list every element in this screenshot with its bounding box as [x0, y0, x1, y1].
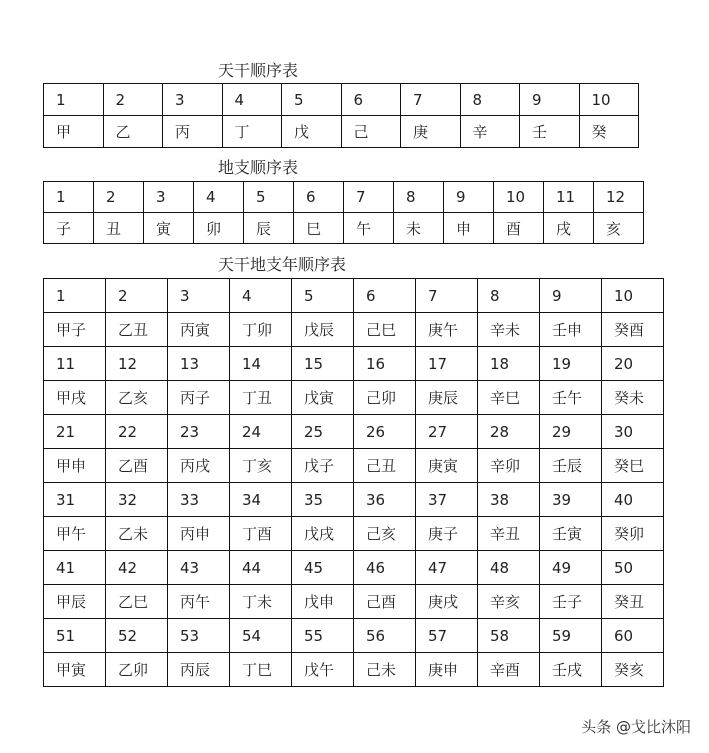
table-cell: 癸亥 [602, 653, 664, 687]
table-cell: 戊寅 [292, 381, 354, 415]
table-cell: 40 [602, 483, 664, 517]
table-cell: 20 [602, 347, 664, 381]
table-cell: 丙戌 [168, 449, 230, 483]
table-row [44, 415, 664, 449]
table-cell: 乙巳 [106, 585, 168, 619]
table-cell: 11 [544, 182, 594, 213]
table-cell: 13 [168, 347, 230, 381]
table-cell: 10 [579, 84, 639, 116]
table-cell: 辛未 [478, 313, 540, 347]
table-cell: 午 [344, 213, 394, 244]
table-cell: 庚戌 [416, 585, 478, 619]
table-cell: 甲子 [44, 313, 106, 347]
table-cell: 30 [602, 415, 664, 449]
table-cell: 9 [540, 279, 602, 313]
table-cell: 6 [294, 182, 344, 213]
table-cell: 癸酉 [602, 313, 664, 347]
table-cell: 7 [401, 84, 461, 116]
table-cell: 12 [594, 182, 644, 213]
table-cell: 壬 [520, 116, 580, 148]
table-cell: 6 [354, 279, 416, 313]
table-cell: 36 [354, 483, 416, 517]
table-cell: 辛巳 [478, 381, 540, 415]
table-cell: 16 [354, 347, 416, 381]
table-cell: 47 [416, 551, 478, 585]
table-cell: 酉 [494, 213, 544, 244]
table-cell: 27 [416, 415, 478, 449]
table-cell: 丁 [222, 116, 282, 148]
table-cell: 己酉 [354, 585, 416, 619]
table-cell: 庚辰 [416, 381, 478, 415]
table-cell: 18 [478, 347, 540, 381]
table-cell: 辛丑 [478, 517, 540, 551]
table-cell: 戊子 [292, 449, 354, 483]
table-cell: 辛卯 [478, 449, 540, 483]
table-cell: 庚申 [416, 653, 478, 687]
table-row [44, 483, 664, 517]
table-row [44, 182, 644, 213]
table-cell: 6 [341, 84, 401, 116]
table-cell: 辛亥 [478, 585, 540, 619]
table-cell: 丙辰 [168, 653, 230, 687]
table-cell: 戊申 [292, 585, 354, 619]
table-row [44, 213, 644, 244]
table-row [44, 313, 664, 347]
table-cell: 甲辰 [44, 585, 106, 619]
table-cell: 49 [540, 551, 602, 585]
table-cell: 己卯 [354, 381, 416, 415]
heavenly-stems-title: 天干顺序表 [218, 61, 299, 80]
table-cell: 15 [292, 347, 354, 381]
heavenly-stems-table [43, 83, 639, 148]
table-row [44, 653, 664, 687]
table-cell: 9 [520, 84, 580, 116]
table-cell: 19 [540, 347, 602, 381]
table-cell: 10 [494, 182, 544, 213]
table-cell: 己亥 [354, 517, 416, 551]
table-row [44, 116, 639, 148]
table-cell: 3 [144, 182, 194, 213]
table-cell: 17 [416, 347, 478, 381]
table-cell: 1 [44, 84, 104, 116]
table-cell: 32 [106, 483, 168, 517]
earthly-branches-table [43, 181, 644, 244]
table-cell: 46 [354, 551, 416, 585]
table-cell: 11 [44, 347, 106, 381]
table-cell: 子 [44, 213, 94, 244]
table-cell: 60 [602, 619, 664, 653]
table-cell: 丙寅 [168, 313, 230, 347]
table-cell: 未 [394, 213, 444, 244]
table-cell: 3 [163, 84, 223, 116]
table-cell: 甲申 [44, 449, 106, 483]
table-cell: 42 [106, 551, 168, 585]
table-cell: 卯 [194, 213, 244, 244]
table-cell: 甲戌 [44, 381, 106, 415]
table-cell: 29 [540, 415, 602, 449]
table-cell: 癸 [579, 116, 639, 148]
table-cell: 56 [354, 619, 416, 653]
table-cell: 10 [602, 279, 664, 313]
table-cell: 壬申 [540, 313, 602, 347]
table-cell: 24 [230, 415, 292, 449]
table-cell: 48 [478, 551, 540, 585]
table-cell: 巳 [294, 213, 344, 244]
table-row [44, 551, 664, 585]
table-cell: 35 [292, 483, 354, 517]
table-cell: 1 [44, 182, 94, 213]
table-cell: 壬戌 [540, 653, 602, 687]
table-row [44, 347, 664, 381]
table-cell: 9 [444, 182, 494, 213]
table-cell: 8 [394, 182, 444, 213]
table-cell: 辛酉 [478, 653, 540, 687]
table-cell: 7 [416, 279, 478, 313]
table-row [44, 449, 664, 483]
table-cell: 34 [230, 483, 292, 517]
table-cell: 5 [282, 84, 342, 116]
table-cell: 4 [222, 84, 282, 116]
sexagenary-title: 天干地支年顺序表 [218, 255, 347, 274]
table-cell: 癸未 [602, 381, 664, 415]
table-cell: 5 [244, 182, 294, 213]
table-cell: 庚子 [416, 517, 478, 551]
table-cell: 丁酉 [230, 517, 292, 551]
table-cell: 22 [106, 415, 168, 449]
table-cell: 54 [230, 619, 292, 653]
table-cell: 甲 [44, 116, 104, 148]
table-cell: 33 [168, 483, 230, 517]
table-cell: 38 [478, 483, 540, 517]
table-cell: 壬子 [540, 585, 602, 619]
table-cell: 庚 [401, 116, 461, 148]
table-cell: 申 [444, 213, 494, 244]
table-cell: 43 [168, 551, 230, 585]
table-cell: 14 [230, 347, 292, 381]
table-cell: 39 [540, 483, 602, 517]
table-cell: 辛 [460, 116, 520, 148]
table-cell: 戊辰 [292, 313, 354, 347]
table-cell: 8 [478, 279, 540, 313]
table-cell: 乙 [103, 116, 163, 148]
table-cell: 寅 [144, 213, 194, 244]
table-cell: 壬寅 [540, 517, 602, 551]
table-cell: 2 [103, 84, 163, 116]
table-cell: 59 [540, 619, 602, 653]
table-cell: 4 [194, 182, 244, 213]
sexagenary-table [43, 278, 664, 687]
table-cell: 25 [292, 415, 354, 449]
table-cell: 45 [292, 551, 354, 585]
table-cell: 5 [292, 279, 354, 313]
table-cell: 丙 [163, 116, 223, 148]
table-cell: 己丑 [354, 449, 416, 483]
table-cell: 53 [168, 619, 230, 653]
table-cell: 2 [94, 182, 144, 213]
table-cell: 己未 [354, 653, 416, 687]
table-cell: 乙未 [106, 517, 168, 551]
table-cell: 甲午 [44, 517, 106, 551]
table-cell: 23 [168, 415, 230, 449]
table-cell: 辰 [244, 213, 294, 244]
table-row [44, 381, 664, 415]
table-cell: 戊 [282, 116, 342, 148]
table-cell: 丑 [94, 213, 144, 244]
table-cell: 3 [168, 279, 230, 313]
table-cell: 58 [478, 619, 540, 653]
table-cell: 2 [106, 279, 168, 313]
table-cell: 丁亥 [230, 449, 292, 483]
table-cell: 31 [44, 483, 106, 517]
table-cell: 庚午 [416, 313, 478, 347]
table-cell: 12 [106, 347, 168, 381]
table-row [44, 84, 639, 116]
table-cell: 戌 [544, 213, 594, 244]
table-cell: 丁未 [230, 585, 292, 619]
table-cell: 37 [416, 483, 478, 517]
table-cell: 57 [416, 619, 478, 653]
table-cell: 乙亥 [106, 381, 168, 415]
table-cell: 壬辰 [540, 449, 602, 483]
table-cell: 52 [106, 619, 168, 653]
table-cell: 丙午 [168, 585, 230, 619]
table-cell: 癸巳 [602, 449, 664, 483]
table-cell: 丙子 [168, 381, 230, 415]
table-cell: 己 [341, 116, 401, 148]
table-cell: 丙申 [168, 517, 230, 551]
table-cell: 戊戌 [292, 517, 354, 551]
table-cell: 21 [44, 415, 106, 449]
table-cell: 己巳 [354, 313, 416, 347]
table-cell: 55 [292, 619, 354, 653]
table-cell: 壬午 [540, 381, 602, 415]
watermark: 头条 @戈比沐阳 [581, 718, 691, 736]
table-row [44, 585, 664, 619]
table-row [44, 517, 664, 551]
table-cell: 4 [230, 279, 292, 313]
table-cell: 7 [344, 182, 394, 213]
table-cell: 51 [44, 619, 106, 653]
table-row [44, 279, 664, 313]
table-cell: 乙酉 [106, 449, 168, 483]
table-cell: 26 [354, 415, 416, 449]
table-cell: 庚寅 [416, 449, 478, 483]
table-cell: 8 [460, 84, 520, 116]
table-cell: 丁丑 [230, 381, 292, 415]
table-cell: 50 [602, 551, 664, 585]
table-cell: 44 [230, 551, 292, 585]
table-cell: 癸卯 [602, 517, 664, 551]
table-cell: 戊午 [292, 653, 354, 687]
table-cell: 41 [44, 551, 106, 585]
table-cell: 1 [44, 279, 106, 313]
table-cell: 癸丑 [602, 585, 664, 619]
table-cell: 亥 [594, 213, 644, 244]
table-cell: 乙丑 [106, 313, 168, 347]
table-cell: 甲寅 [44, 653, 106, 687]
table-cell: 乙卯 [106, 653, 168, 687]
table-cell: 丁卯 [230, 313, 292, 347]
earthly-branches-title: 地支顺序表 [218, 158, 299, 177]
table-cell: 28 [478, 415, 540, 449]
table-row [44, 619, 664, 653]
table-cell: 丁巳 [230, 653, 292, 687]
